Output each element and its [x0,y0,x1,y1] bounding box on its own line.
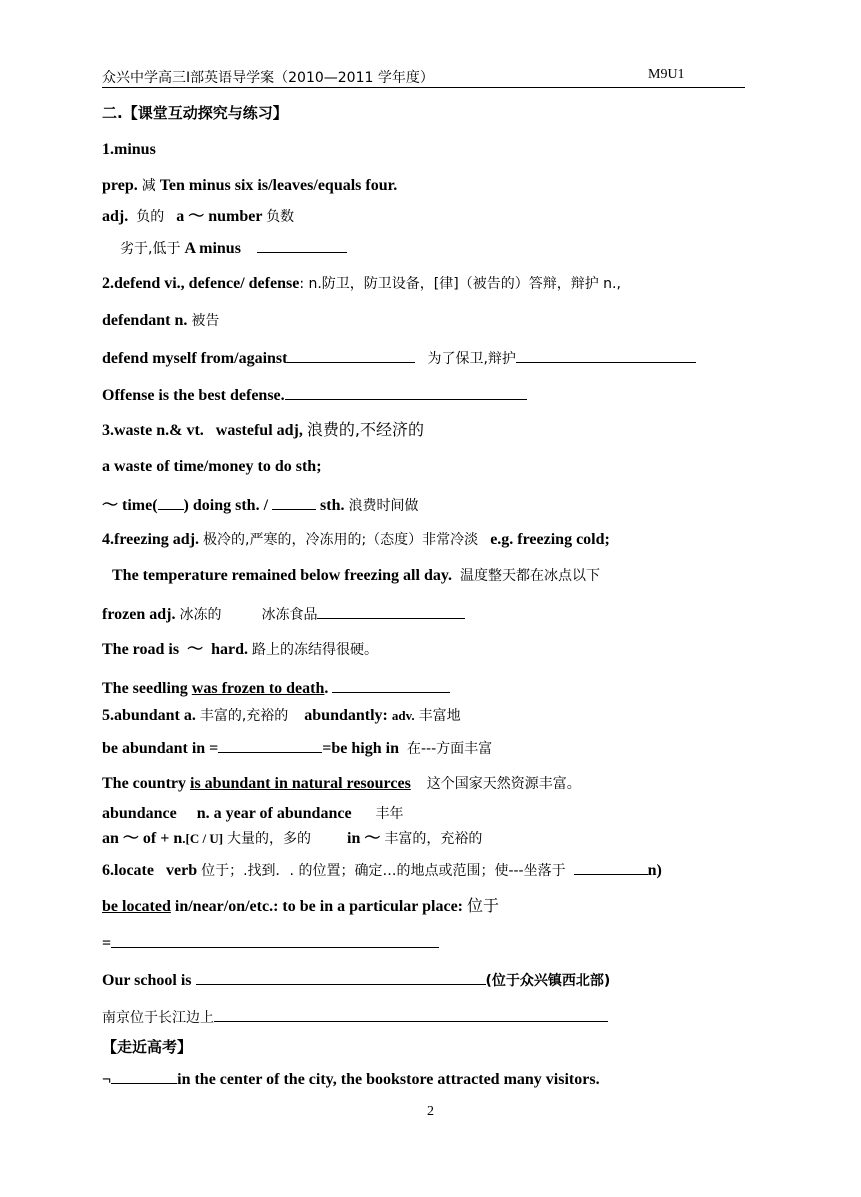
pos-label: prep. [102,177,138,194]
fill-blank[interactable] [257,237,347,253]
equals-sign: = [102,935,112,952]
word: defendant n. [102,312,188,329]
meaning-cn: 位于；.找到．. 的位置；确定…的地点或范围；使---坐落于 [201,863,566,879]
fill-blank[interactable] [214,1006,608,1022]
page-header [102,65,745,88]
header-code: M9U1 [648,67,685,82]
phrase-cn: 负数 [266,209,295,225]
meaning-cn: 丰富的，充裕的 [384,831,483,847]
item5-title [102,706,461,726]
fill-blank[interactable] [516,347,696,363]
translation-cn: 路上的冻结得很硬。 [251,642,378,658]
text-part: n) [647,862,662,879]
item4-seedling [102,677,450,699]
item1-title: 1.minus [102,141,156,158]
item2-title [102,274,621,294]
item4-frozen [102,603,465,625]
meaning-cn: 冰冻的 [179,607,222,623]
fill-blank[interactable] [574,859,648,875]
phrase-cn: 在---方面丰富 [406,741,493,757]
hint-cn: (位于众兴镇西北部) [485,973,611,989]
section-title: 二.【课堂互动探究与练习】 [102,104,288,122]
underlined-phrase: be located [102,898,171,915]
sentence-part: Our school is [102,972,196,989]
fill-blank[interactable] [287,347,415,363]
item6-equals [102,932,439,954]
meaning-cn: 劣于,低于 [120,241,181,257]
headword: 2.defend vi., defence/ defense [102,275,300,292]
meaning-cn: : n.防卫，防卫设备，[律]（被告的）答辩，辩护 n., [299,276,621,292]
headword: 3.waste n.& vt. [102,422,204,439]
meaning-cn: 浪费的,不经济的 [306,420,424,439]
item4-road [102,640,378,660]
header-title: 众兴中学高三Ⅰ部英语导学案（2010—2011 学年度） [102,70,434,86]
headword: 4.freezing adj. [102,531,200,548]
translation-cn: 这个国家天然资源丰富。 [426,776,581,792]
fill-blank[interactable] [272,494,316,510]
item5-an [102,829,482,849]
item1-prep [102,176,397,196]
meaning-cn: 位于 [467,896,500,915]
item5-noun [102,804,404,824]
phrase-part: an ～ of + n [102,830,183,847]
sentence-part: The country [102,775,190,792]
underlined-phrase: was frozen to death [191,680,325,697]
phrase-cn: 冰冻食品 [261,607,318,623]
item6-title [102,859,662,881]
fill-blank[interactable] [317,603,465,619]
phrase-part: =be high in [322,740,399,757]
example: Ten minus six is/leaves/equals four. [159,177,398,194]
item3-title [102,420,424,441]
phrase-part: in ～ [347,830,381,847]
phrase-part: .[C / U] [182,831,224,846]
fill-blank[interactable] [196,969,486,985]
meaning-cn: 极冷的,严寒的，冷冻用的;（态度）非常冷淡 [203,532,479,548]
item2-defendant [102,311,219,331]
sentence-part: hard. [211,641,248,658]
question-mark: ¬ [102,1071,112,1088]
item1-adj [102,207,294,227]
headword: 6.locate [102,862,154,879]
word: abundantly: [304,707,388,724]
sentence-cn: 南京位于长江边上 [102,1010,214,1026]
item2-phrase [102,347,696,369]
word: abundance [102,805,177,822]
item4-sentence [112,566,600,586]
fill-blank[interactable] [285,384,527,400]
item3-phrase2 [102,494,418,516]
phrase-cn: 为了保卫,辩护 [427,351,516,367]
word: frozen adj. [102,606,176,623]
definition: n. a year of abundance [196,805,352,822]
fill-blank[interactable] [332,677,450,693]
item2-proverb [102,384,527,406]
meaning-cn: 丰富地 [418,708,461,724]
phrase: a ～ number [176,208,263,225]
gaokao-title: 【走近高考】 [102,1038,193,1056]
pos-label: verb [165,862,198,879]
fill-blank[interactable] [158,494,184,510]
page-number: 2 [427,1104,434,1119]
example: The temperature remained below freezing all day. [112,567,452,584]
meaning-cn: 减 [141,178,156,194]
phrase-part: ～ time( [102,497,158,514]
item6-school [102,969,610,991]
meaning-cn: 被告 [191,313,220,329]
item4-title [102,530,610,550]
definition: in/near/on/etc.: to be in a particular place: [170,898,463,915]
underlined-phrase: is abundant in natural resources [190,775,411,792]
meaning-cn: 丰年 [375,806,404,822]
proverb: Offense is the best defense. [102,387,285,404]
phrase-part: sth. [320,497,345,514]
item6-located [102,896,499,917]
example: e.g. freezing cold; [490,531,610,548]
phrase-part: be abundant in = [102,740,219,757]
question-text: in the center of the city, the bookstore attracted many visitors. [177,1071,600,1088]
headword: 5.abundant a. [102,707,196,724]
meaning-cn: 丰富的,充裕的 [199,708,289,724]
item5-phrase [102,737,492,759]
translation-cn: 温度整天都在冰点以下 [459,568,600,584]
tilde: ～ [187,641,204,658]
item5-country [102,774,581,794]
item6-nanjing [102,1006,608,1028]
phrase: A minus [184,240,241,257]
phrase-part: ) doing sth. / [183,497,269,514]
meaning-cn: 大量的，多的 [227,831,312,847]
fill-blank[interactable] [218,737,322,753]
gaokao-question-1 [102,1068,600,1090]
meaning-cn: 负的 [136,209,165,225]
item1-inferior [120,237,347,259]
phrase: defend myself from/against [102,350,288,367]
sentence-part: . [324,680,329,697]
sentence-part: The road is [102,641,180,658]
pos-label: adv. [391,708,415,723]
item3-phrase1: a waste of time/money to do sth; [102,458,322,475]
fill-blank[interactable] [111,1068,177,1084]
pos-label: adj. [102,208,129,225]
sentence-part: The seedling [102,680,192,697]
fill-blank[interactable] [111,932,439,948]
phrase-cn: 浪费时间做 [348,498,419,514]
word: wasteful adj, [215,422,303,439]
